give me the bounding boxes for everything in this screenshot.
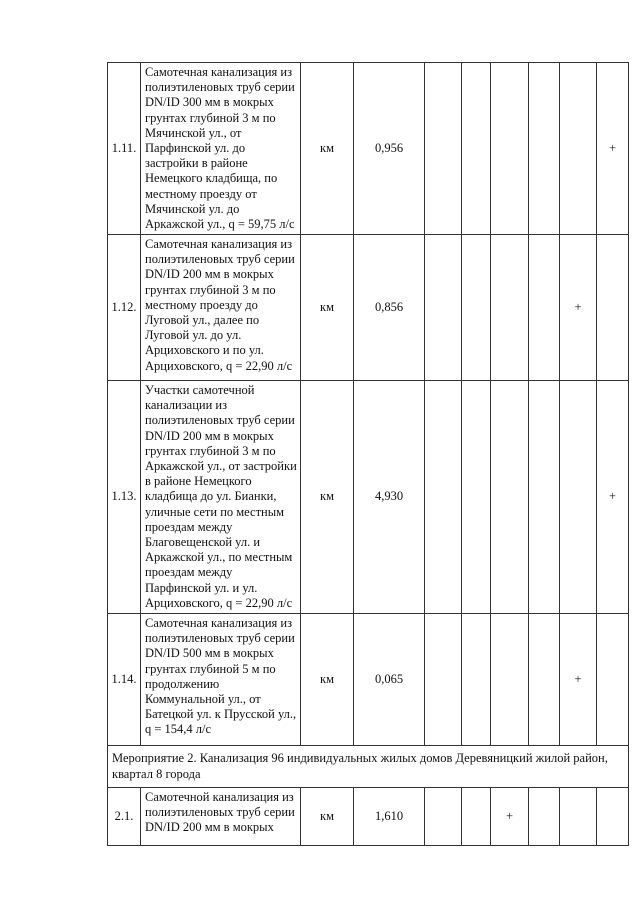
row-mark bbox=[560, 381, 597, 614]
row-mark: + bbox=[597, 63, 629, 235]
table-row bbox=[108, 614, 629, 746]
row-mark bbox=[491, 235, 529, 381]
row-mark bbox=[529, 788, 560, 846]
row-description: Самотечной канализация из полиэтиленовых труб серии DN/ID 200 мм в мокрых bbox=[141, 788, 301, 846]
row-unit: км bbox=[301, 788, 354, 846]
table-row bbox=[108, 381, 629, 614]
row-value: 1,610 bbox=[354, 788, 425, 846]
row-mark bbox=[491, 63, 529, 235]
row-number: 1.13. bbox=[108, 381, 141, 614]
row-description: Самотечная канализация из полиэтиленовых труб серии DN/ID 300 мм в мокрых грунтах глубиной 3 м по Мячинской ул., от Парфинской ул. до застройки в районе Немецкого кладбища, по местному проезду от Мячинской ул. до Аркажской ул., q = 59,75 л/с bbox=[141, 63, 301, 235]
row-mark bbox=[462, 235, 491, 381]
row-unit: км bbox=[301, 381, 354, 614]
table-row bbox=[108, 235, 629, 381]
row-description: Самотечная канализация из полиэтиленовых труб серии DN/ID 200 мм в мокрых грунтах глубиной 3 м по местному проезду до Луговой ул., далее по Луговой ул. до ул. Арциховского и по ул. Арциховского, q = 22,90 л/с bbox=[141, 235, 301, 381]
row-number: 1.14. bbox=[108, 614, 141, 746]
row-mark: + bbox=[491, 788, 529, 846]
row-mark bbox=[462, 381, 491, 614]
row-mark bbox=[560, 788, 597, 846]
row-number: 1.11. bbox=[108, 63, 141, 235]
row-value: 0,065 bbox=[354, 614, 425, 746]
row-value: 0,956 bbox=[354, 63, 425, 235]
row-mark bbox=[462, 614, 491, 746]
row-value: 0,856 bbox=[354, 235, 425, 381]
row-mark bbox=[462, 788, 491, 846]
row-mark bbox=[529, 381, 560, 614]
row-unit: км bbox=[301, 63, 354, 235]
row-mark: + bbox=[597, 381, 629, 614]
table-row bbox=[108, 63, 629, 235]
row-mark bbox=[560, 63, 597, 235]
row-mark bbox=[462, 63, 491, 235]
row-mark bbox=[425, 381, 462, 614]
row-mark bbox=[529, 63, 560, 235]
row-mark bbox=[491, 614, 529, 746]
table-row bbox=[108, 788, 629, 846]
row-mark bbox=[491, 381, 529, 614]
row-mark bbox=[425, 788, 462, 846]
row-description: Самотечная канализация из полиэтиленовых труб серии DN/ID 500 мм в мокрых грунтах глубиной 5 м по продолжению Коммунальной ул., от Батецкой ул. к Прусской ул., q = 154,4 л/с bbox=[141, 614, 301, 746]
row-mark bbox=[425, 63, 462, 235]
row-value: 4,930 bbox=[354, 381, 425, 614]
row-number: 2.1. bbox=[108, 788, 141, 846]
row-unit: км bbox=[301, 614, 354, 746]
row-number: 1.12. bbox=[108, 235, 141, 381]
row-mark bbox=[597, 788, 629, 846]
row-description: Участки самотечной канализации из полиэтиленовых труб серии DN/ID 200 мм в мокрых грунтах глубиной 3 м по Аркажской ул., от застройки в районе Немецкого кладбища до ул. Бианки, уличные сети по местным проездам между Благовещенской ул. и Аркажской ул., по местным проездам между Парфинской ул. и ул. Арциховского, q = 22,90 л/с bbox=[141, 381, 301, 614]
row-mark bbox=[529, 235, 560, 381]
section-heading: Мероприятие 2. Канализация 96 индивидуальных жилых домов Деревяницкий жилой район, квартал 8 города bbox=[108, 746, 629, 788]
row-mark: + bbox=[560, 614, 597, 746]
section-row bbox=[108, 746, 629, 788]
row-mark bbox=[597, 614, 629, 746]
row-mark bbox=[597, 235, 629, 381]
row-mark bbox=[425, 235, 462, 381]
measures-table bbox=[107, 62, 629, 846]
row-mark bbox=[529, 614, 560, 746]
row-mark bbox=[425, 614, 462, 746]
row-mark: + bbox=[560, 235, 597, 381]
row-unit: км bbox=[301, 235, 354, 381]
